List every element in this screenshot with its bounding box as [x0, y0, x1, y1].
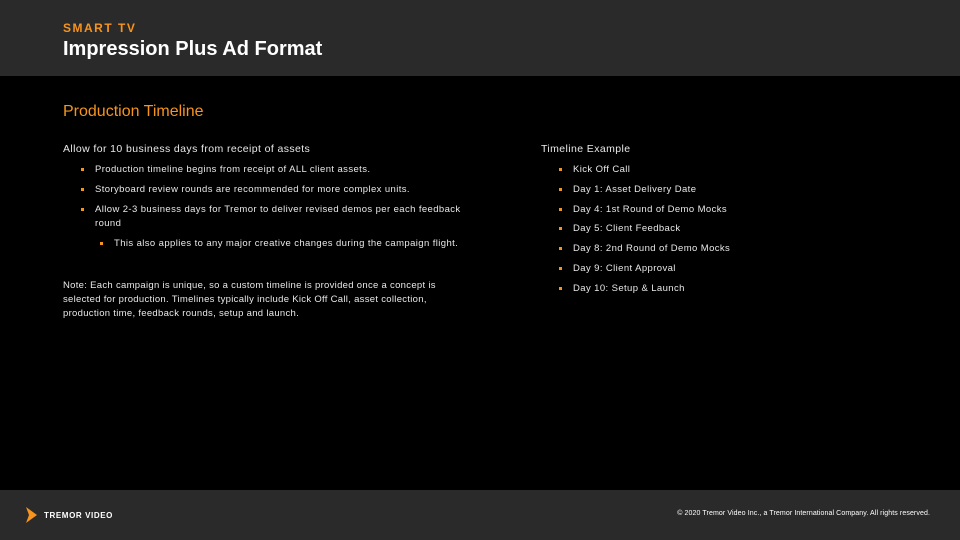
timeline-item: Day 10: Setup & Launch: [573, 282, 901, 296]
list-item: Storyboard review rounds are recommended for more complex units.: [95, 183, 483, 197]
right-column-heading: Timeline Example: [541, 143, 631, 155]
timeline-item: Day 8: 2nd Round of Demo Mocks: [573, 242, 901, 256]
header-bar: [0, 0, 960, 76]
timeline-item: Day 9: Client Approval: [573, 262, 901, 276]
list-item: Production timeline begins from receipt of ALL client assets.: [95, 163, 483, 177]
list-item: Allow 2-3 business days for Tremor to deliver revised demos per each feedback round: [95, 203, 483, 231]
timeline-item: Day 4: 1st Round of Demo Mocks: [573, 203, 901, 217]
left-column: [63, 143, 483, 257]
timeline-list: [541, 163, 901, 296]
timeline-item: Kick Off Call: [573, 163, 901, 177]
tremor-video-logo: [24, 506, 113, 524]
right-column: [541, 143, 901, 302]
note-text: Note: Each campaign is unique, so a custom timeline is provided once a concept is selected for production. Timelines typically include Kick Off Call, asset collection, production time, feedback rounds, setup and launch.: [63, 280, 436, 319]
section-title: Production Timeline: [63, 103, 204, 120]
left-column-heading: Allow for 10 business days from receipt of assets: [63, 143, 311, 155]
copyright-text: © 2020 Tremor Video Inc., a Tremor International Company. All rights reserved.: [677, 510, 930, 517]
timeline-item: Day 1: Asset Delivery Date: [573, 183, 901, 197]
page-title: Impression Plus Ad Format: [63, 38, 323, 60]
timeline-item: Day 5: Client Feedback: [573, 222, 901, 236]
sub-list-item: This also applies to any major creative changes during the campaign flight.: [114, 237, 483, 251]
requirements-list: [63, 163, 483, 251]
logo-text: TREMOR VIDEO: [44, 510, 113, 520]
eyebrow-label: SMART TV: [63, 21, 137, 35]
footer-bar: [0, 490, 960, 540]
play-logo-icon: [24, 506, 38, 524]
